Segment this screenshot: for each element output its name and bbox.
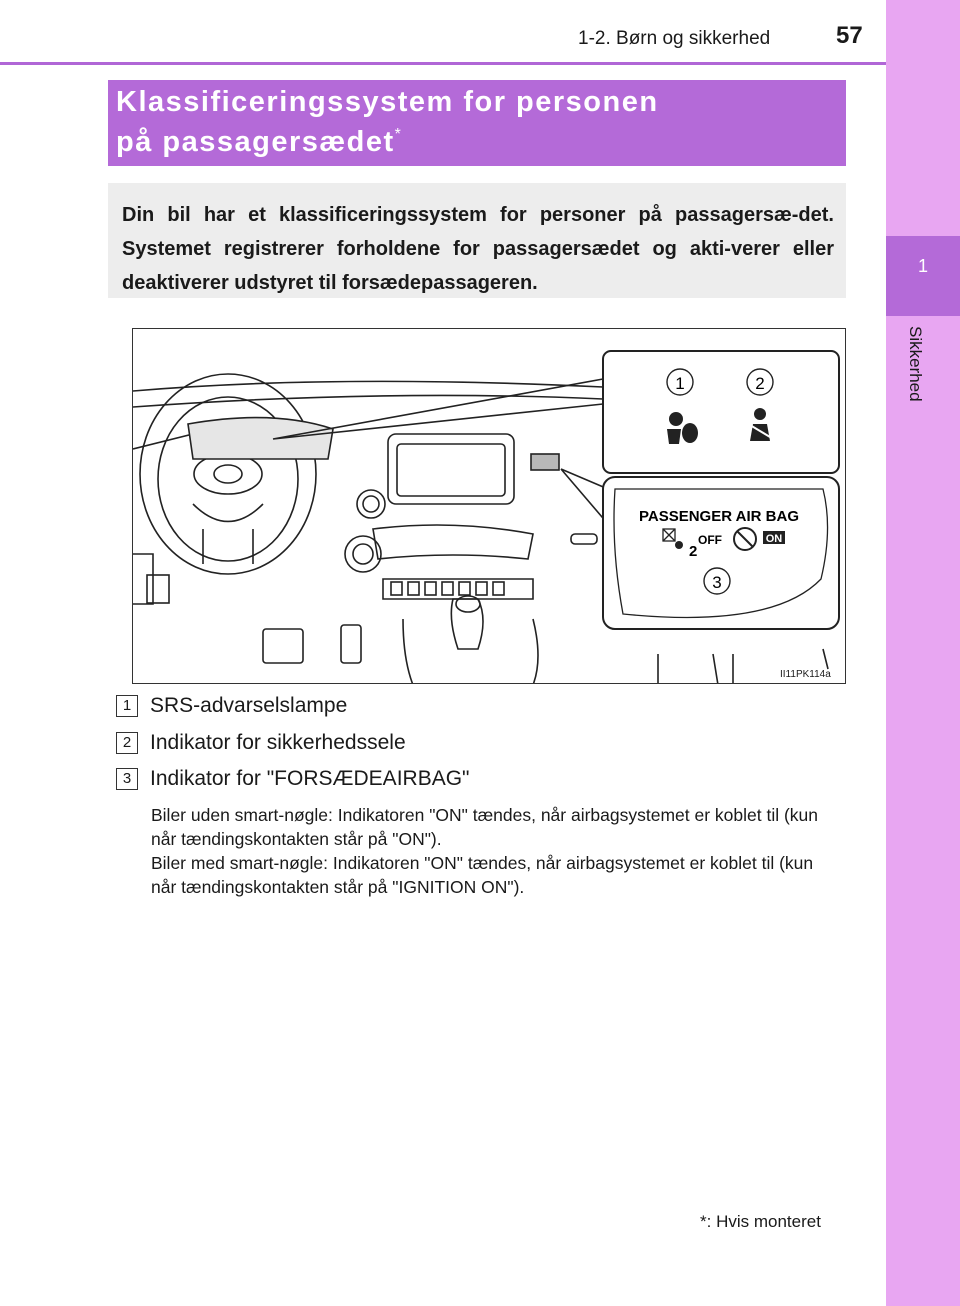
item-number: 3 xyxy=(116,768,138,790)
chapter-label: Sikkerhed xyxy=(906,326,925,402)
callout-label-3: 3 xyxy=(712,573,722,592)
section-title-line-2 xyxy=(116,126,402,159)
list-item xyxy=(116,767,470,791)
off-label: OFF xyxy=(698,533,722,547)
intro-text: Din bil har et klassificeringssystem for personer på passagersæ-det. Systemet registrerer forholdene for passagersædet og akti-verer eller deaktiverer udstyret til forsædepassageren. xyxy=(122,204,834,294)
passenger-airbag-text: PASSENGER AIR BAG xyxy=(638,508,800,525)
dashboard-illustration xyxy=(132,328,846,684)
callout-label-1: 1 xyxy=(675,374,685,393)
item-notes xyxy=(151,803,831,899)
on-label: ON xyxy=(765,533,783,545)
section-title-line-1: Klassificeringssystem for personen xyxy=(116,86,659,118)
item-number: 2 xyxy=(116,732,138,754)
footnote-text: : Hvis monteret xyxy=(706,1212,821,1231)
footnote xyxy=(700,1212,821,1232)
seat-digit: 2 xyxy=(689,543,698,560)
optional-marker: * xyxy=(394,126,403,143)
figure-code: II11PK114a xyxy=(780,669,831,680)
item-label: SRS-advarselslampe xyxy=(150,694,348,717)
item-number: 1 xyxy=(116,695,138,717)
callout-label-2: 2 xyxy=(755,374,765,393)
note-paragraph: Biler uden smart-nøgle: Indikatoren "ON" tændes, når airbagsystemet er koblet til (kun når tændingskontakten står på "ON"). xyxy=(151,805,819,849)
item-label: Indikator for "FORSÆDEAIRBAG" xyxy=(150,767,470,790)
chapter-side-tab xyxy=(886,0,960,1306)
page-number: 57 xyxy=(836,22,863,49)
chapter-number: 1 xyxy=(917,256,928,276)
list-item xyxy=(116,731,406,755)
note-paragraph: Biler med smart-nøgle: Indikatoren "ON" tændes, når airbagsystemet er koblet til (kun når tændingskontakten står på "IGNITION ON"). xyxy=(151,853,814,897)
item-label: Indikator for sikkerhedssele xyxy=(150,731,406,754)
section-label: 1-2. Børn og sikkerhed xyxy=(578,28,771,49)
dashboard-drawing xyxy=(133,329,846,684)
footnote-marker: * xyxy=(700,1212,707,1231)
section-title-text: på passagersædet xyxy=(116,126,395,158)
list-item xyxy=(116,694,347,718)
